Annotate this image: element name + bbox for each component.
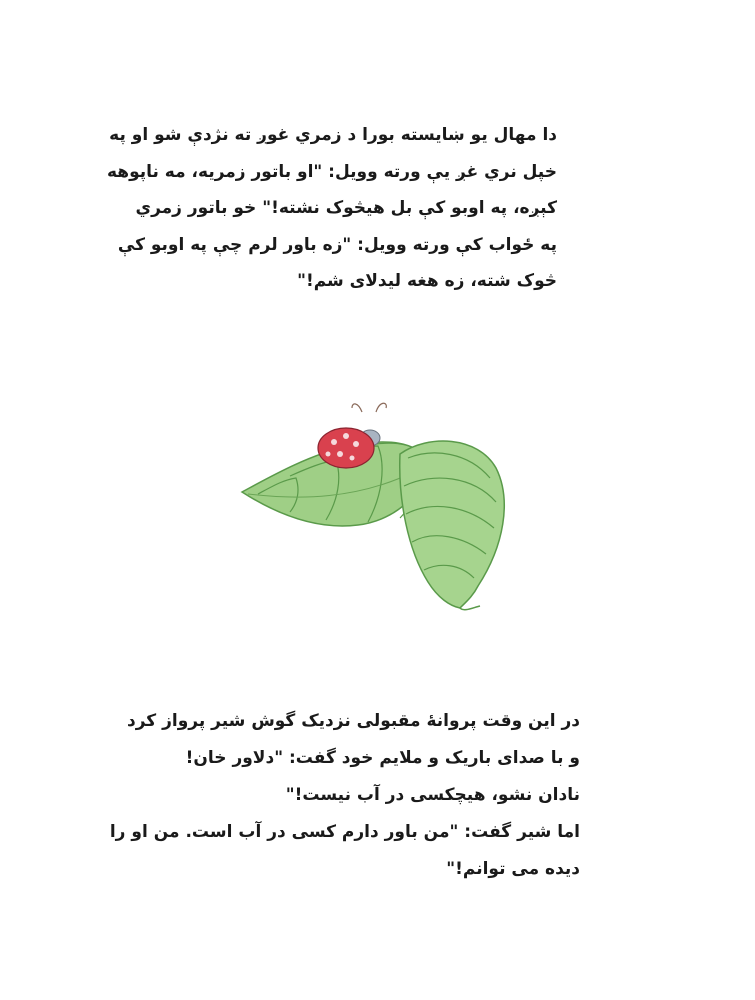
pashto-line-1: دا مهال يو ښايسته بورا د زمري غوږ ته نژدې شو او په: [109, 125, 557, 145]
drooping-leaf-icon: [400, 441, 504, 610]
pashto-line-2: خپل نري غږ يې ورته وويل: "او باتور زمريه، مه ناپوهه: [106, 161, 557, 182]
pashto-paragraph: [106, 117, 557, 300]
dari-line-5: دیده می توانم!": [446, 859, 580, 879]
pashto-line-3: کېږه، په اوبو کې بل هيڅوک نشته!" خو باتور زمري: [135, 198, 557, 218]
dari-line-3: نادان نشو، هیچکسی در آب نیست!": [285, 785, 580, 805]
dari-line-4: اما شیر گفت: "من باور دارم کسی در آب است. من او را: [109, 822, 580, 842]
dari-line-2: و با صدای باریک و ملایم خود گفت: "دلاور خان!: [185, 748, 580, 768]
dari-line-1: در این وقت پروانۀ مقبولی نزدیک گوش شیر پرواز کرد: [127, 711, 580, 731]
pashto-line-5: څوک شته، زه هغه ليدلاى شم!": [297, 271, 557, 291]
dari-paragraph: [109, 703, 580, 888]
pashto-line-4: په ځواب کې ورته وويل: "زه باور لرم چې په اوبو کې: [117, 234, 557, 255]
ladybug-on-leaf-illustration: [228, 350, 580, 650]
